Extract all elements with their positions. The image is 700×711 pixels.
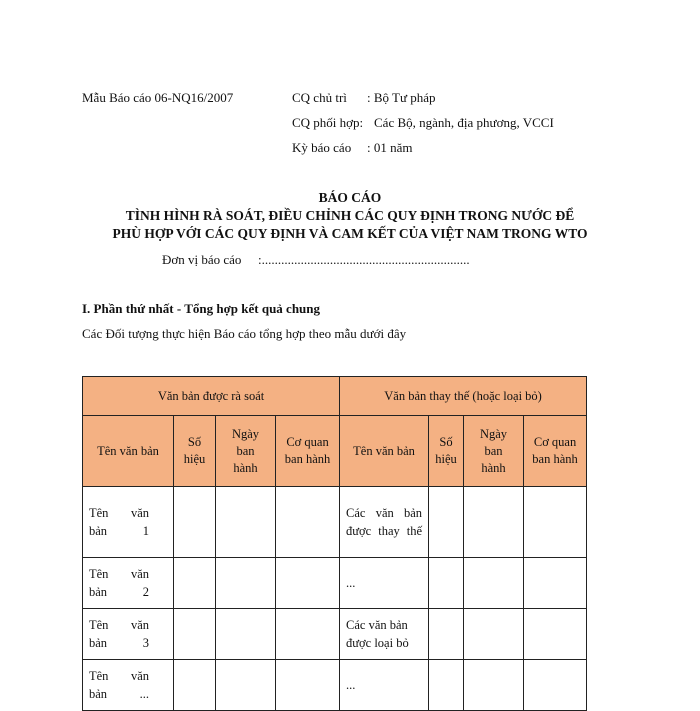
period-value: : 01 năm	[367, 140, 413, 155]
row2-replacement-cell	[340, 558, 429, 609]
row4-replacement-cell	[340, 660, 429, 711]
col-header-issuer-right-text: Cơ quan ban hành	[532, 435, 578, 466]
row3-r-issuer-cell	[524, 609, 587, 660]
col-header-issuer	[276, 416, 340, 487]
row1-name: Tên văn bản 1	[89, 506, 149, 538]
reporting-unit-value: :................................................................	[258, 252, 470, 267]
table-row	[83, 609, 587, 660]
col-header-number-right-text: Số hiệu	[435, 435, 457, 466]
row3-r-number-cell	[429, 609, 464, 660]
row4-name-cell	[83, 660, 174, 711]
row2-name-cell	[83, 558, 174, 609]
row3-r-date-cell	[464, 609, 524, 660]
row3-replacement: Các văn bản được loại bỏ	[346, 618, 409, 650]
row3-name: Tên văn bản 3	[89, 618, 149, 650]
row2-replacement: ...	[346, 576, 356, 590]
section-intro: Các Đối tượng thực hiện Báo cáo tổng hợp theo mẫu dưới đây	[82, 326, 407, 341]
group-header-reviewed: Văn bản được rà soát	[83, 377, 340, 416]
row4-replacement: ...	[346, 678, 356, 692]
col-header-issuer-right	[524, 416, 587, 487]
col-header-number-right	[429, 416, 464, 487]
reporting-unit-label: Đơn vị báo cáo	[162, 252, 242, 267]
col-header-date-text: Ngày ban hành	[231, 426, 260, 475]
row3-number-cell	[174, 609, 216, 660]
report-title: BÁO CÁO	[318, 190, 382, 205]
col-header-date	[216, 416, 276, 487]
row1-date-cell	[216, 487, 276, 558]
section-heading: I. Phần thứ nhất - Tổng hợp kết quả chung	[82, 301, 321, 316]
col-header-date-right	[464, 416, 524, 487]
col-header-name: Tên văn bản	[83, 416, 174, 487]
row4-date-cell	[216, 660, 276, 711]
col-header-number-text: Số hiệu	[183, 435, 206, 466]
table-group-header-row	[83, 377, 587, 416]
col-header-number	[174, 416, 216, 487]
report-subtitle-line2: PHÙ HỢP VỚI CÁC QUY ĐỊNH VÀ CAM KẾT CỦA VIỆT NAM TRONG WTO	[112, 226, 588, 241]
table-column-header-row	[83, 416, 587, 487]
row2-issuer-cell	[276, 558, 340, 609]
row3-date-cell	[216, 609, 276, 660]
row4-r-date-cell	[464, 660, 524, 711]
table-row	[83, 660, 587, 711]
row4-r-issuer-cell	[524, 660, 587, 711]
row1-r-issuer-cell	[524, 487, 587, 558]
lead-agency-value: : Bộ Tư pháp	[367, 90, 436, 105]
row2-r-date-cell	[464, 558, 524, 609]
report-subtitle-line1: TÌNH HÌNH RÀ SOÁT, ĐIỀU CHỈNH CÁC QUY ĐỊNH TRONG NƯỚC ĐỂ	[125, 208, 575, 223]
row2-number-cell	[174, 558, 216, 609]
coop-agency-value: Các Bộ, ngành, địa phương, VCCI	[374, 115, 554, 130]
col-header-name-right: Tên văn bản	[340, 416, 429, 487]
row2-r-number-cell	[429, 558, 464, 609]
row1-r-number-cell	[429, 487, 464, 558]
row1-replacement: Các văn bản được thay thế	[346, 506, 423, 538]
table-row	[83, 487, 587, 558]
period-label: Kỳ báo cáo	[292, 140, 352, 155]
lead-agency-label: CQ chủ trì	[292, 90, 347, 105]
row1-r-date-cell	[464, 487, 524, 558]
report-table	[82, 376, 587, 711]
row3-replacement-cell	[340, 609, 429, 660]
col-header-date-right-text: Ngày ban hành	[479, 426, 508, 475]
row4-name: Tên văn bản ...	[89, 669, 149, 701]
row4-r-number-cell	[429, 660, 464, 711]
row1-issuer-cell	[276, 487, 340, 558]
row1-number-cell	[174, 487, 216, 558]
form-code: Mẫu Báo cáo 06-NQ16/2007	[82, 90, 234, 105]
row2-name: Tên văn bản 2	[89, 567, 149, 599]
row3-issuer-cell	[276, 609, 340, 660]
row1-replacement-cell	[340, 487, 429, 558]
group-header-replacement: Văn bản thay thế (hoặc loại bỏ)	[340, 377, 587, 416]
coop-agency-label: CQ phối hợp:	[292, 115, 364, 130]
table-row	[83, 558, 587, 609]
row2-r-issuer-cell	[524, 558, 587, 609]
row4-issuer-cell	[276, 660, 340, 711]
row3-name-cell	[83, 609, 174, 660]
row2-date-cell	[216, 558, 276, 609]
col-header-issuer-text: Cơ quan ban hành	[284, 435, 331, 466]
row4-number-cell	[174, 660, 216, 711]
row1-name-cell	[83, 487, 174, 558]
